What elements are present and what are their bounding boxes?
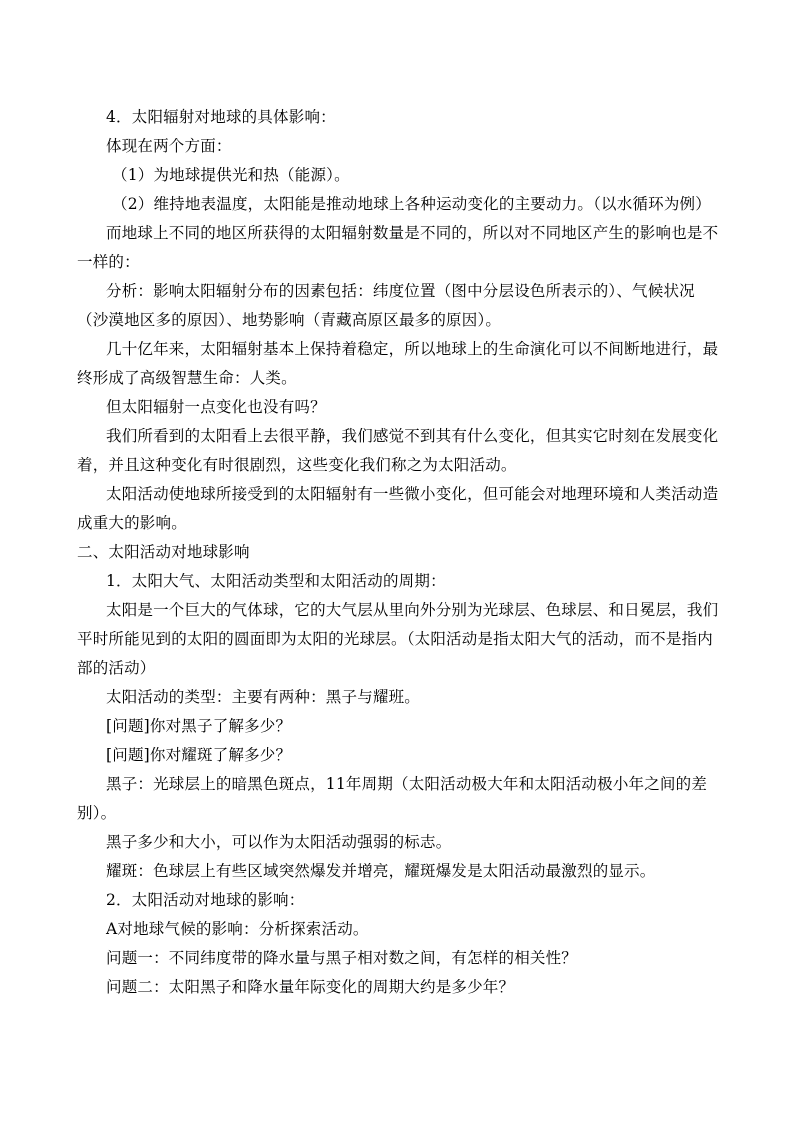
paragraph-line: 但太阳辐射一点变化也没有吗？ xyxy=(106,398,326,416)
subheading-solar-atmosphere: 1．太阳大气、太阳活动类型和太阳活动的周期： xyxy=(106,572,446,590)
paragraph-line: 分析：影响太阳辐射分布的因素包括：纬度位置（图中分层设色所表示的）、气候状况 xyxy=(106,282,695,300)
question-line: 问题一：不同纬度带的降水量与黑子相对数之间，有怎样的相关性？ xyxy=(106,949,578,967)
paragraph-line: 太阳是一个巨大的气体球，它的大气层从里向外分别为光球层、色球层、和日冕层，我们 xyxy=(106,601,719,619)
section-heading-solar-activity: 二、太阳活动对地球影响 xyxy=(77,543,250,561)
paragraph-line: 黑子：光球层上的暗黑色斑点，11年周期（太阳活动极大年和太阳活动极小年之间的差 xyxy=(106,775,708,793)
paragraph-line: 我们所看到的太阳看上去很平静，我们感觉不到其有什么变化，但其实它时刻在发展变化 xyxy=(106,427,719,445)
question-line: [问题]你对耀斑了解多少？ xyxy=(106,746,292,764)
paragraph-line: 别）。 xyxy=(77,804,117,822)
paragraph-line: 终形成了高级智慧生命：人类。 xyxy=(77,369,297,387)
subheading-solar-activity-effects: 2．太阳活动对地球的影响： xyxy=(106,891,305,909)
list-item-1: （1）为地球提供光和热（能源）。 xyxy=(112,166,350,184)
paragraph-line: 耀斑：色球层上有些区域突然爆发并增亮，耀斑爆发是太阳活动最激烈的显示。 xyxy=(106,862,656,880)
paragraph-line: 黑子多少和大小，可以作为太阳活动强弱的标志。 xyxy=(106,833,452,851)
paragraph-line: 着，并且这种变化有时很剧烈，这些变化我们称之为太阳活动。 xyxy=(77,456,517,474)
paragraph-line: 太阳活动使地球所接受到的太阳辐射有一些微小变化，但可能会对地理环境和人类活动造 xyxy=(106,485,719,503)
paragraph-line: 而地球上不同的地区所获得的太阳辐射数量是不同的，所以对不同地区产生的影响也是不 xyxy=(106,224,719,242)
heading-solar-radiation-effects: 4．太阳辐射对地球的具体影响： xyxy=(106,108,336,126)
paragraph-line: 成重大的影响。 xyxy=(77,514,187,532)
question-line: [问题]你对黑子了解多少？ xyxy=(106,717,292,735)
paragraph-line: （沙漠地区多的原因）、地势影响（青藏高原区最多的原因）。 xyxy=(77,311,502,329)
paragraph-line: 一样的： xyxy=(77,253,140,271)
paragraph-line: 部的活动） xyxy=(77,659,156,677)
question-line: 问题二：太阳黑子和降水量年际变化的周期大约是多少年？ xyxy=(106,978,515,996)
paragraph-line: 平时所能见到的太阳的圆面即为太阳的光球层。（太阳活动是指太阳大气的活动，而不是指内 xyxy=(77,630,713,648)
paragraph-line: A对地球气候的影响：分析探索活动。 xyxy=(106,920,369,938)
paragraph-line: 体现在两个方面： xyxy=(106,137,232,155)
paragraph-line: 几十亿年来，太阳辐射基本上保持着稳定，所以地球上的生命演化可以不间断地进行，最 xyxy=(106,340,719,358)
list-item-2: （2）维持地表温度，太阳能是推动地球上各种运动变化的主要动力。（以水循环为例） xyxy=(112,195,711,213)
paragraph-line: 太阳活动的类型：主要有两种：黑子与耀班。 xyxy=(106,688,421,706)
